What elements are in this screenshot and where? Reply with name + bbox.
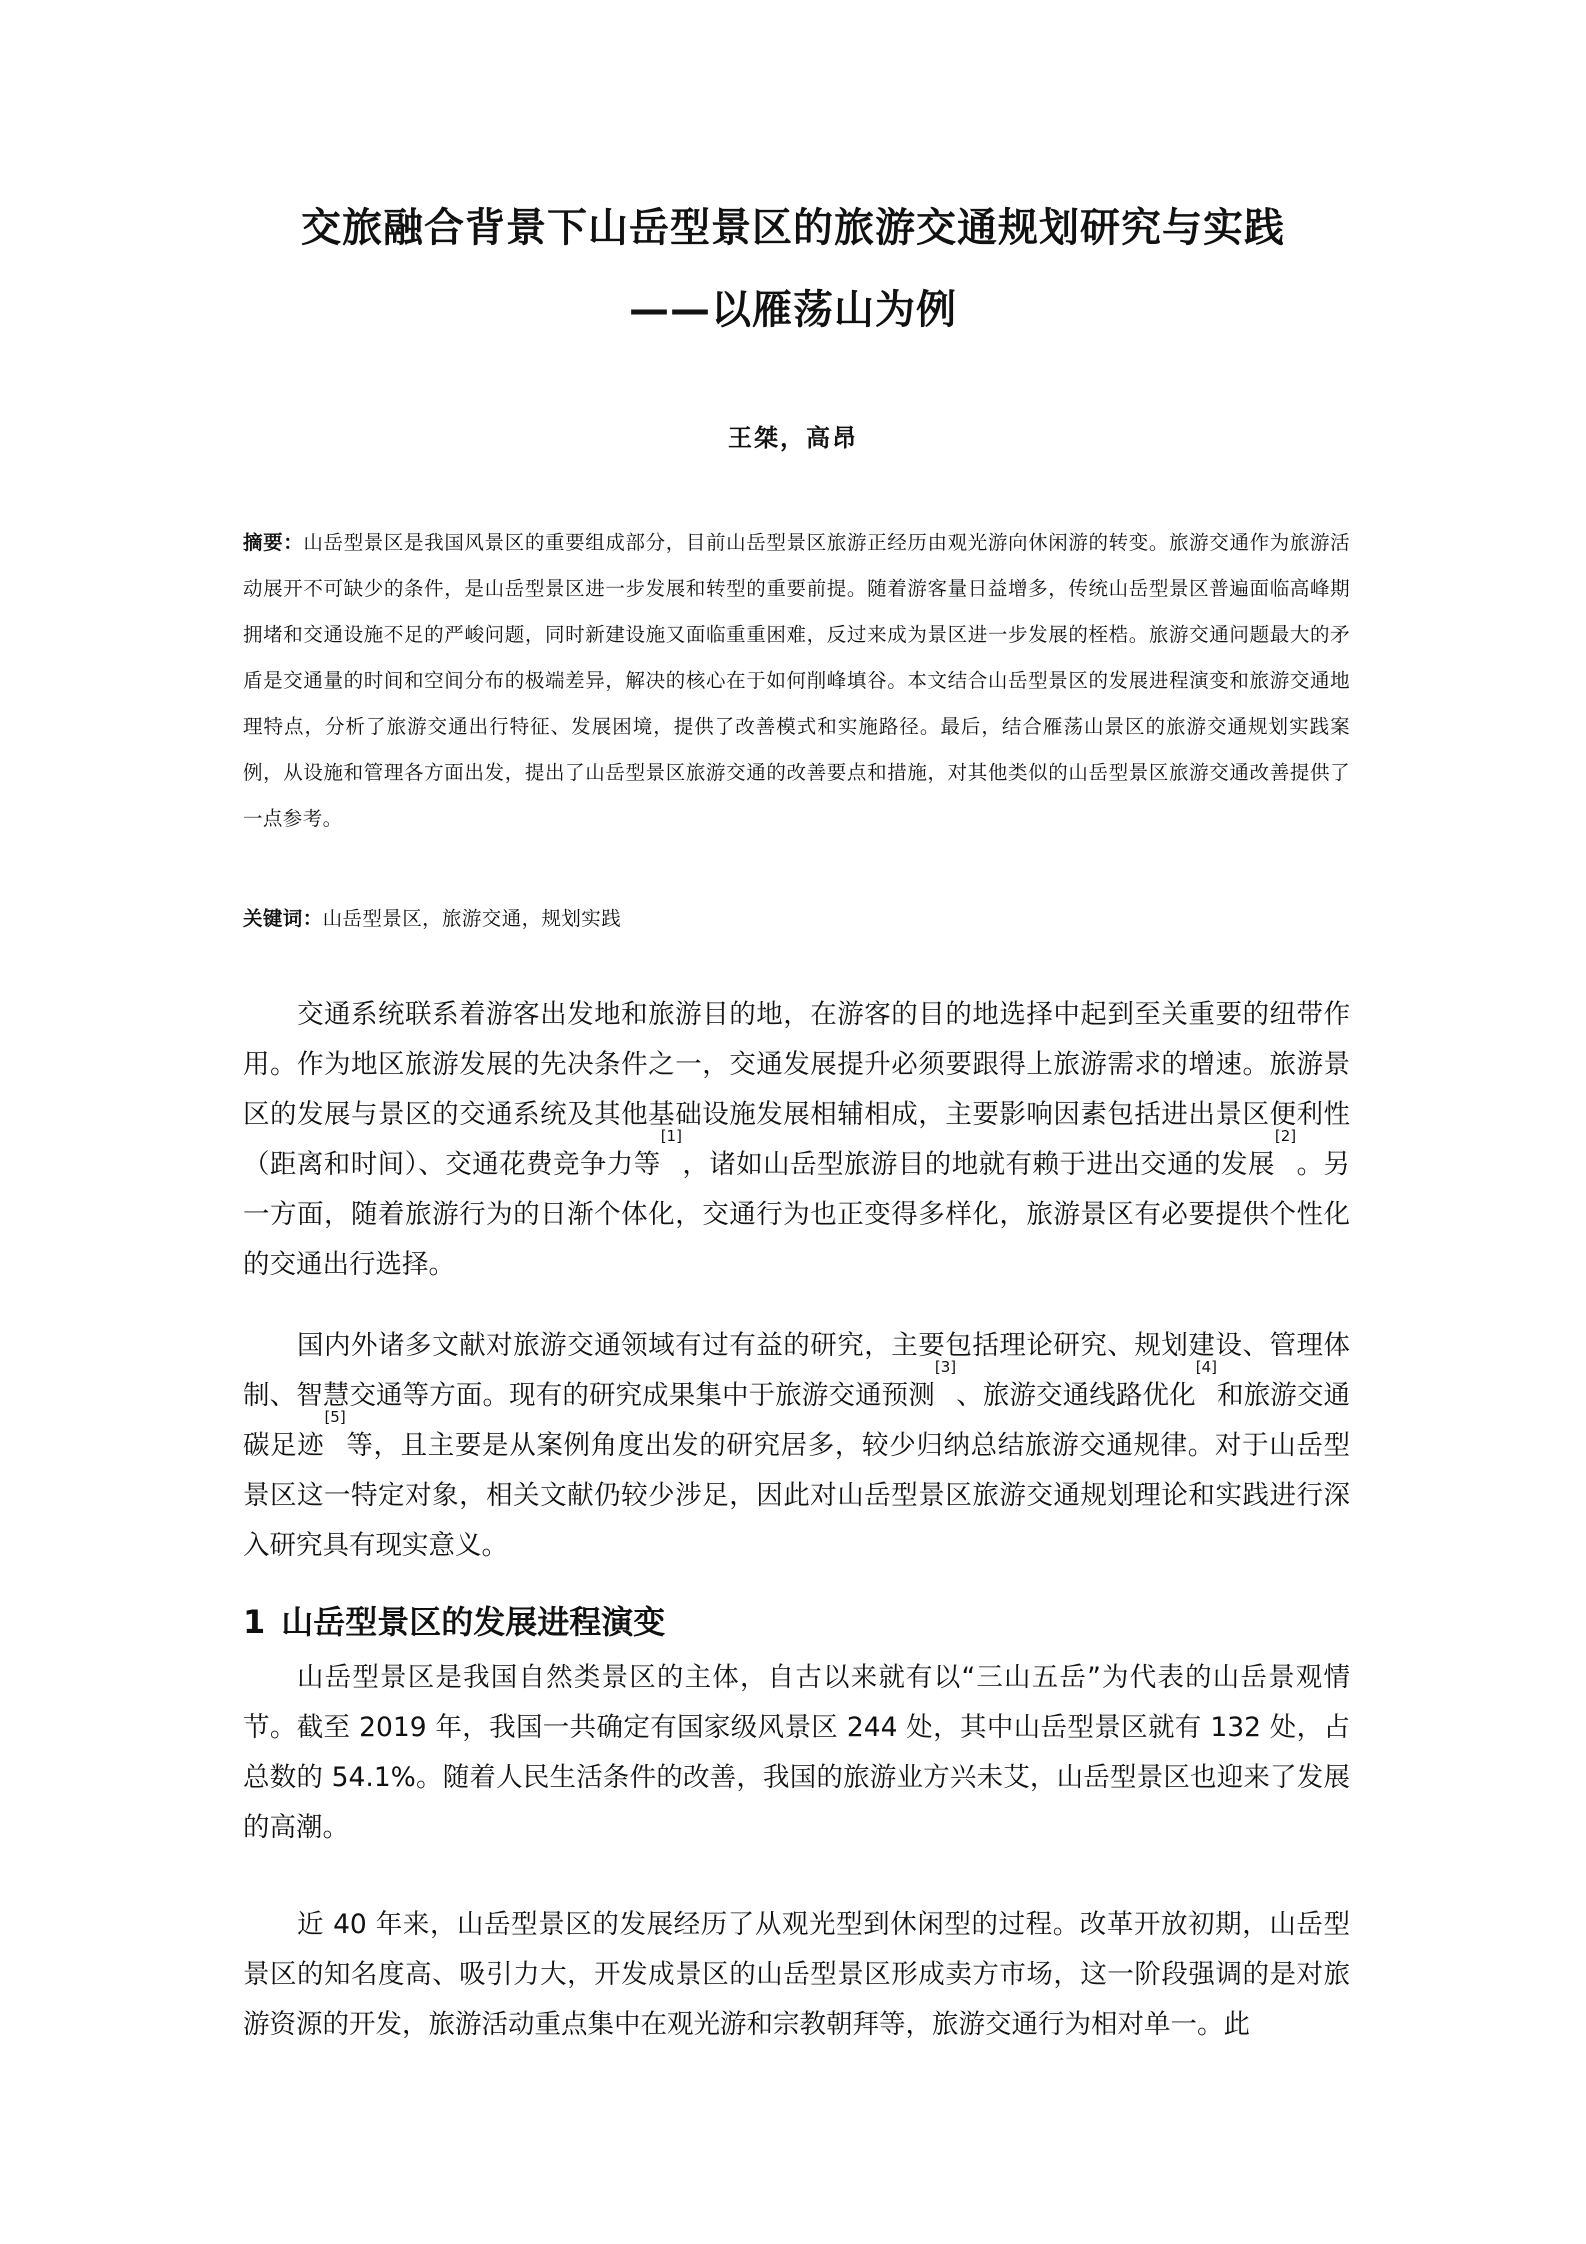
keywords-text: 山岳型景区，旅游交通，规划实践 — [322, 907, 622, 930]
citation-5: [5] — [324, 1408, 346, 1426]
keywords — [243, 896, 1350, 942]
paragraph-text: 和旅游交通碳足迹 — [243, 1380, 1351, 1461]
paper-title: 交旅融合背景下山岳型景区的旅游交通规划研究与实践 — [301, 205, 1285, 251]
citation-3: [3] — [934, 1358, 957, 1376]
paragraph-text: 等，且主要是从案例角度出发的研究居多，较少归纳总结旅游交通规律。对于山岳型景区这一特定对象，相关文献仍较少涉足，因此对山岳型景区旅游交通规划理论和实践进行深入研究具有现实意义。 — [243, 1430, 1351, 1561]
abstract-text: 山岳型景区是我国风景区的重要组成部分，目前山岳型景区旅游正经历由观光游向休闲游的转变。旅游交通作为旅游活动展开不可缺少的条件，是山岳型景区进一步发展和转型的重要前提。随着游客量日益增多，传统山岳型景区普遍面临高峰期拥堵和交通设施不足的严峻问题，同时新建设施又面临重重困难，反过来成为景区进一步发展的桎梏。旅游交通问题最大的矛盾是交通量的时间和空间分布的极端差异，解决的核心在于如何削峰填谷。本文结合山岳型景区的发展进程演变和旅游交通地理特点，分析了旅游交通出行特征、发展困境，提供了改善模式和实施路径。最后，结合雁荡山景区的旅游交通规划实践案例，从设施和管理各方面出发，提出了山岳型景区旅游交通的改善要点和措施，对其他类似的山岳型景区旅游交通改善提供了一点参考。 — [243, 531, 1350, 830]
paragraph-text: 交通系统联系着游客出发地和旅游目的地，在游客的目的地选择中起到至关重要的纽带作用。作为地区旅游发展的先决条件之一，交通发展提升必须要跟得上旅游需求的增速。旅游景区的发展与景区的交通系统及其他基础设施发展相辅相成，主要影响因素包括进出景区便利性（距离和时间）、交通花费竞争力等 — [243, 999, 1350, 1180]
paragraph-intro-2 — [243, 1321, 1350, 1571]
keywords-label: 关键词： — [243, 907, 323, 930]
citation-2: [2] — [1274, 1127, 1297, 1145]
authors: 王桀，高昂 — [728, 423, 858, 452]
section-number: 1 — [243, 1603, 266, 1641]
paragraph-text: 、旅游交通线路优化 — [956, 1380, 1196, 1411]
paragraph-text: 。另一方面，随着旅游行为的日渐个体化，交通行为也正变得多样化，旅游景区有必要提供个性化的交通出行选择。 — [243, 1149, 1351, 1280]
paragraph-section1-2: 近 40 年来，山岳型景区的发展经历了从观光型到休闲型的过程。改革开放初期，山岳型景区的知名度高、吸引力大，开发成景区的山岳型景区形成卖方市场，这一阶段强调的是对旅游资源的开发，旅游活动重点集中在观光游和宗教朝拜等，旅游交通行为相对单一。此 — [243, 1909, 1350, 2040]
section-heading-1 — [243, 1602, 665, 1642]
abstract — [243, 520, 1350, 842]
paragraph-intro-1 — [243, 990, 1350, 1290]
abstract-label: 摘要： — [243, 531, 304, 554]
paper-subtitle: ——以雁荡山为例 — [629, 287, 957, 333]
paragraph-text: 国内外诸多文献对旅游交通领域有过有益的研究，主要包括理论研究、规划建设、管理体制、智慧交通等方面。现有的研究成果集中于旅游交通预测 — [243, 1330, 1350, 1411]
section-title: 山岳型景区的发展进程演变 — [281, 1603, 666, 1641]
paragraph-section1-1: 山岳型景区是我国自然类景区的主体，自古以来就有以“三山五岳”为代表的山岳景观情节。截至 2019 年，我国一共确定有国家级风景区 244 处，其中山岳型景区就有 132 处，占总数的 54.1%。随着人民生活条件的改善，我国的旅游业方兴未艾，山岳型景区也迎来了发展的高潮。 — [243, 1662, 1350, 1843]
citation-1: [1] — [660, 1127, 682, 1145]
citation-4: [4] — [1195, 1358, 1217, 1376]
paragraph-text: ，诸如山岳型旅游目的地就有赖于进出交通的发展 — [681, 1149, 1275, 1180]
